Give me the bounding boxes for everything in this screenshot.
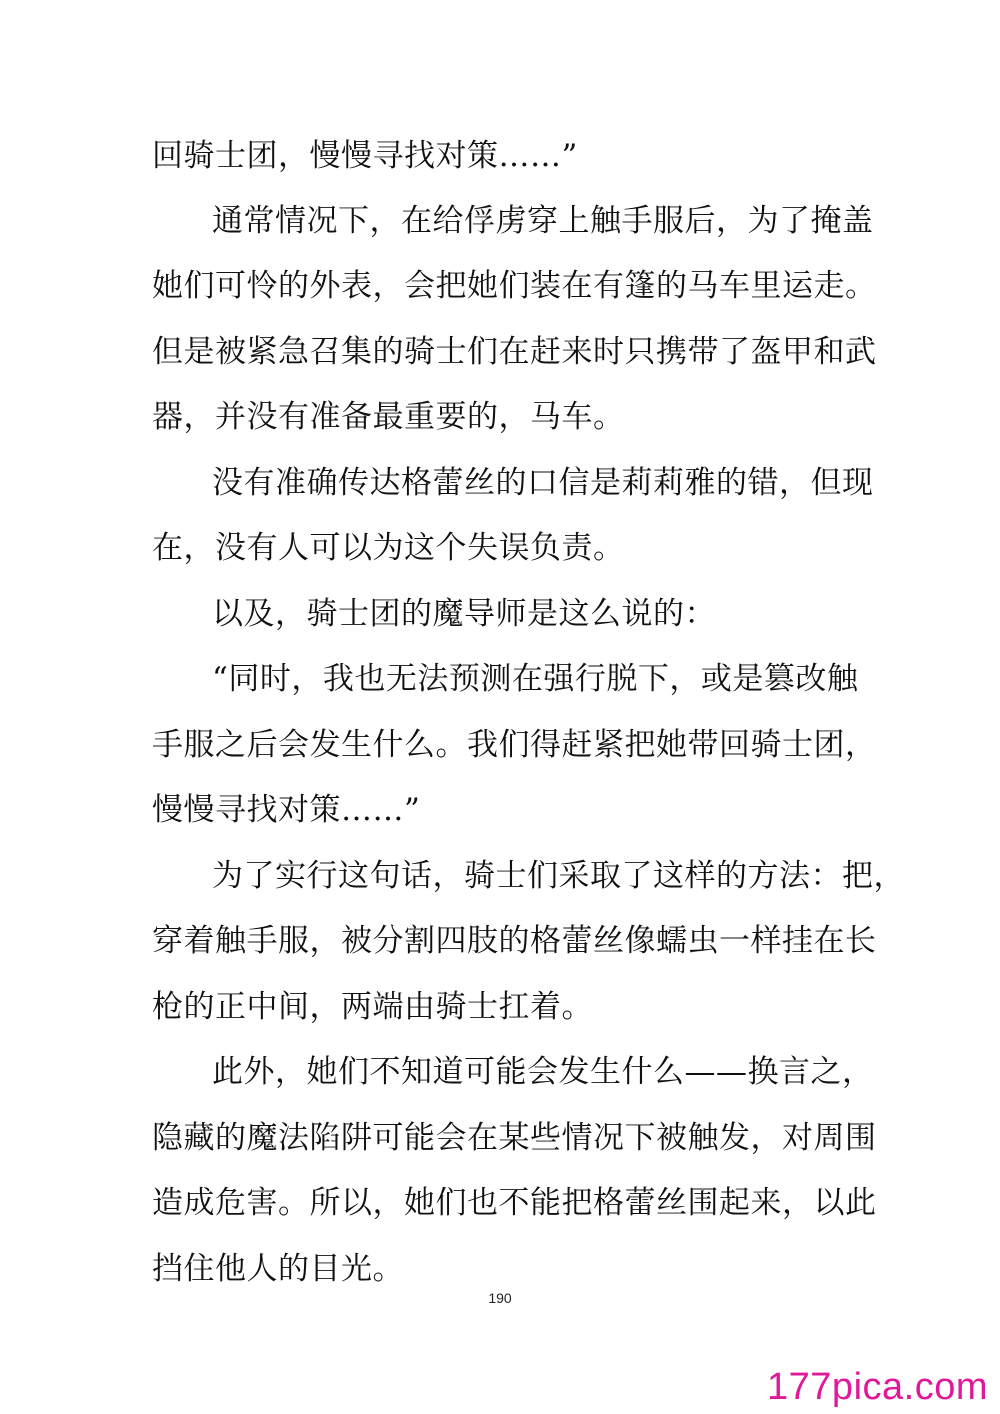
text-line: 手服之后会发生什么。我们得赶紧把她带回骑士团， bbox=[152, 727, 877, 763]
text-line: 她们可怜的外表，会把她们装在有篷的马车里运走。 bbox=[152, 268, 877, 304]
text-line: 没有准确传达格蕾丝的口信是莉莉雅的错，但现 bbox=[212, 465, 874, 501]
text-line: 穿着触手服，被分割四肢的格蕾丝像蠕虫一样挂在长 bbox=[152, 923, 877, 959]
text-line: 以及，骑士团的魔导师是这么说的： bbox=[212, 596, 716, 632]
text-line: 造成危害。所以，她们也不能把格蕾丝围起来，以此 bbox=[152, 1185, 877, 1221]
text-line: 通常情况下，在给俘虏穿上触手服后，为了掩盖 bbox=[212, 203, 874, 239]
text-line: “同时，我也无法预测在强行脱下，或是篡改触 bbox=[212, 661, 859, 697]
text-line: 回骑士团，慢慢寻找对策……” bbox=[152, 138, 578, 174]
text-line: 隐藏的魔法陷阱可能会在某些情况下被触发，对周围 bbox=[152, 1120, 877, 1156]
text-line: 枪的正中间，两端由骑士扛着。 bbox=[152, 989, 593, 1025]
page-number: 190 bbox=[488, 1290, 512, 1306]
text-line: 器，并没有准备最重要的，马车。 bbox=[152, 399, 625, 435]
text-line: 但是被紧急召集的骑士们在赶来时只携带了盔甲和武 bbox=[152, 334, 877, 370]
text-line: 此外，她们不知道可能会发生什么——换言之， bbox=[212, 1054, 874, 1090]
text-line: 为了实行这句话，骑士们采取了这样的方法：把， bbox=[212, 858, 905, 894]
text-line: 挡住他人的目光。 bbox=[152, 1251, 404, 1287]
text-line: 慢慢寻找对策……” bbox=[152, 792, 421, 828]
text-line: 在，没有人可以为这个失误负责。 bbox=[152, 530, 625, 566]
watermark: 177pica.com bbox=[767, 1366, 988, 1408]
